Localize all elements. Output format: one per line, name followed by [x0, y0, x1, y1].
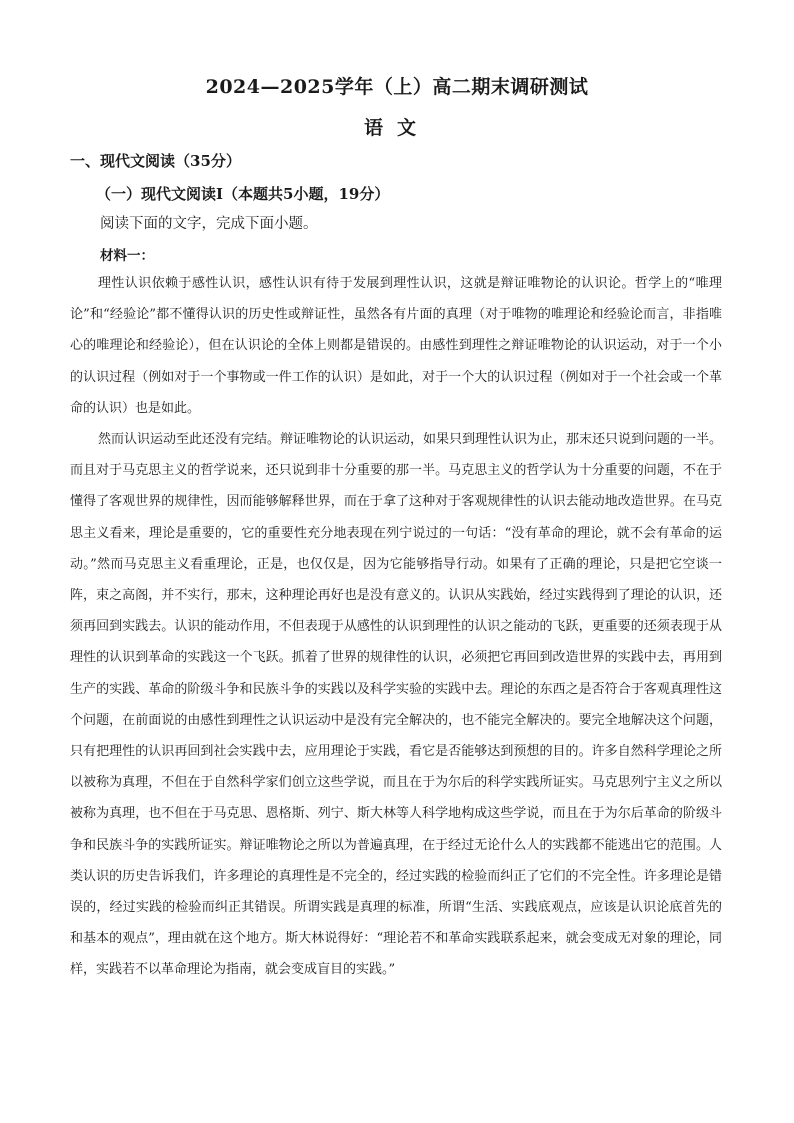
exam-title: 2024—2025学年（上）高二期末调研测试 [205, 76, 589, 98]
subsection-heading: （一）现代文阅读Ⅰ（本题共5小题，19分） [96, 185, 390, 203]
passage-paragraph-2: 然而认识运动至此还没有完结。辩证唯物论的认识运动，如果只到理性认识为止，那末还只说到问题的一半。而且对于马克思主义的哲学说来，还只说到非十分重要的那一半。马克思主义的哲学认为十分重要的问题，不在于懂得了客观世界的规律性，因而能够解释世界，而在于拿了这种对于客观规律性的认识去能动地改造世界。在马克思主义看来，理论是重要的，它的重要性充分地表现在列宁说过的一句话：“没有革命的理论，就不会有革命的运动。”然而马克思主义看重理论，正是，也仅仅是，因为它能够指导行动。如果有了正确的理论，只是把它空谈一阵，束之高阁，并不实行，那末，这种理论再好也是没有意义的。认识从实践始，经过实践得到了理论的认识，还须再回到实践去。认识的能动作用，不但表现于从感性的认识到理性的认识之能动的飞跃，更重要的还须表现于从理性的认识到革命的实践这一个飞跃。抓着了世界的规律性的认识，必须把它再回到改造世界的实践中去，再用到生产的实践、革命的阶级斗争和民族斗争的实践以及科学实验的实践中去。理论的东西之是否符合于客观真理性这个问题，在前面说的由感性到理性之认识运动中是没有完全解决的，也不能完全解决的。要完全地解决这个问题，只有把理性的认识再回到社会实践中去，应用理论于实践，看它是否能够达到预想的目的。许多自然科学理论之所以被称为真理，不但在于自然科学家们创立这些学说，而且在于为尔后的科学实践所证实。马克思列宁主义之所以被称为真理，也不但在于马克思、恩格斯、列宁、斯大林等人科学地构成这些学说，而且在于为尔后革命的阶级斗争和民族斗争的实践所证实。辩证唯物论之所以为普遍真理，在于经过无论什么人的实践都不能逃出它的范围。人类认识的历史告诉我们，许多理论的真理性是不完全的，经过实践的检验而纠正了它们的不完全性。许多理论是错误的，经过实践的检验而纠正其错误。所谓实践是真理的标准，所谓“生活、实践底观点，应该是认识论底首先的和基本的观点”，理由就在这个地方。斯大林说得好：“理论若不和革命实践联系起来，就会变成无对象的理论，同样，实践若不以革命理论为指南，就会变成盲目的实践。” [70, 432, 723, 978]
material-label: 材料一： [100, 248, 154, 264]
reading-instruction: 阅读下面的文字，完成下面小题。 [100, 216, 318, 232]
subject-title: 语文 [363, 117, 430, 139]
section-heading: 一、现代文阅读（35分） [70, 152, 241, 170]
passage-paragraph-1: 理性认识依赖于感性认识，感性认识有待于发展到理性认识，这就是辩证唯物论的认识论。哲学上的“唯理论”和“经验论”都不懂得认识的历史性或辩证性，虽然各有片面的真理（对于唯物的唯理论和经验论而言，非指唯心的唯理论和经验论），但在认识论的全体上则都是错误的。由感性到理性之辩证唯物论的认识运动，对于一个小的认识过程（例如对于一个事物或一件工作的认识）是如此，对于一个大的认识过程（例如对于一个社会或一个革命的认识）也是如此。 [70, 276, 722, 416]
